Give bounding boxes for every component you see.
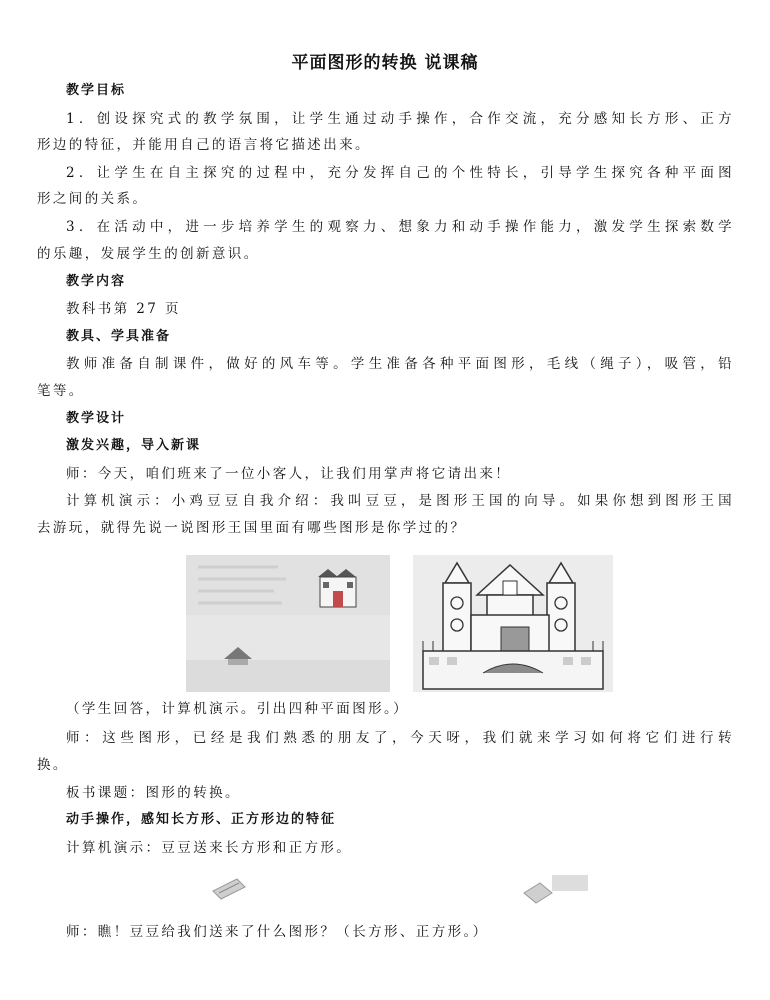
paragraph-teacher-3: 师：瞧！豆豆给我们送来了什么图形？（长方形、正方形。）	[66, 924, 489, 940]
figure-rectangle	[211, 877, 247, 901]
goal-2-line-2: 形之间的关系。	[37, 191, 149, 207]
tools-line-1: 教师准备自制课件，做好的风车等。学生准备各种平面图形，毛线（绳子），吸管，铅	[66, 356, 734, 372]
heading-goals: 教学目标	[66, 83, 127, 98]
castle-small-icon	[186, 555, 390, 692]
paragraph-demo-shapes: 计算机演示：豆豆送来长方形和正方形。	[66, 840, 353, 856]
goal-1-line-2: 形边的特征，并能用自己的语言将它描述出来。	[37, 137, 371, 153]
heading-tools: 教具、学具准备	[66, 329, 172, 344]
rectangle-card-icon	[211, 877, 247, 901]
paragraph-board-title: 板书课题：图形的转换。	[66, 785, 241, 801]
subheading-intro: 激发兴趣，导入新课	[66, 438, 202, 453]
castle-large-icon	[413, 555, 613, 692]
square-card-icon	[522, 873, 590, 907]
paragraph-demo-2: 去游玩，就得先说一说图形王国里面有哪些图形是你学过的？	[37, 520, 467, 536]
heading-content: 教学内容	[66, 274, 127, 289]
goal-2-line-1: 2．让学生在自主探究的过程中，充分发挥自己的个性特长，引导学生探究各种平面图	[66, 165, 734, 181]
figure-castle-small	[186, 555, 390, 692]
paragraph-teacher-2-line-2: 换。	[37, 757, 69, 773]
tools-line-2: 笔等。	[37, 383, 85, 399]
goal-3-line-2: 的乐趣，发展学生的创新意识。	[37, 246, 260, 262]
figure-square	[522, 873, 590, 907]
paragraph-teacher-1: 师：今天，咱们班来了一位小客人，让我们用掌声将它请出来！	[66, 466, 512, 482]
goal-3-line-1: 3．在活动中，进一步培养学生的观察力、想象力和动手操作能力，激发学生探索数学	[66, 219, 734, 235]
content-text: 教科书第 27 页	[66, 301, 181, 317]
subheading-hands-on: 动手操作，感知长方形、正方形边的特征	[66, 812, 337, 827]
paragraph-demo-1: 计算机演示：小鸡豆豆自我介绍：我叫豆豆，是图形王国的向导。如果你想到图形王国	[66, 493, 734, 509]
heading-design: 教学设计	[66, 411, 127, 426]
goal-1-line-1: 1．创设探究式的教学氛围，让学生通过动手操作，合作交流，充分感知长方形、正方	[66, 111, 734, 127]
paragraph-student-answer: （学生回答，计算机演示。引出四种平面图形。）	[66, 701, 410, 717]
paragraph-teacher-2-line-1: 师：这些图形，已经是我们熟悉的朋友了，今天呀，我们就来学习如何将它们进行转	[66, 730, 734, 746]
page-title: 平面图形的转换 说课稿	[291, 53, 479, 73]
figure-castle-large	[413, 555, 613, 692]
